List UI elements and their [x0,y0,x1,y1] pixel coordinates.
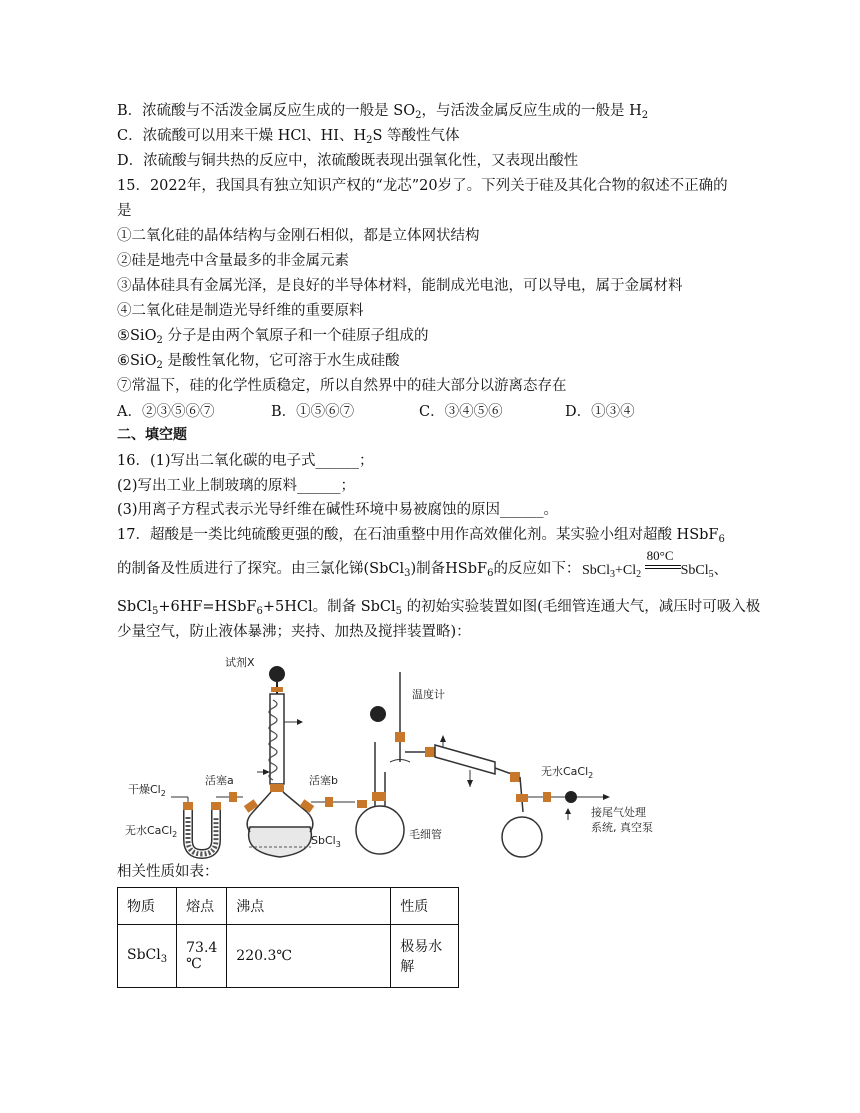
text: C．浓硫酸可以用来干燥 HCl、HI、H [117,128,367,144]
label-thermometer: 温度计 [412,688,445,701]
label-capillary: 毛细管 [409,828,442,841]
label-stopcock-b: 活塞b [309,774,338,787]
subscript: 6 [487,568,494,579]
table-header: 沸点 [227,888,391,925]
label-cacl2-right [541,764,593,780]
table-header: 熔点 [177,888,227,925]
condenser [405,735,520,787]
question-15-cont: 是 [117,203,132,219]
subscript: 2 [588,771,594,780]
question-17-cont2 [117,597,760,622]
text: 的制备及性质进行了探究。由三氯化锑(SbCl [117,561,405,577]
question-17 [117,525,725,550]
section-heading: 二、填空题 [117,427,187,443]
subscript: 2 [156,335,163,346]
eq-condition: 80°C [646,548,674,563]
text: 的初始实验装置如图(毛细管连通大气，减压时可吸入极 [402,599,761,615]
three-neck-flask [244,792,314,857]
eq-product: SbCl [680,563,709,578]
label-reagent-x: 试剂X [225,656,255,669]
table-cell-substance [118,925,177,988]
text: +5HCl。制备 SbCl [262,599,396,615]
u-tube [171,792,243,854]
reflux-condenser [257,694,303,792]
text: S 等酸性气体 [372,128,460,144]
subscript: 2 [156,360,163,371]
table-cell-melting-point [177,925,227,988]
label-cacl2-left [125,823,177,839]
text: ，与活泼金属反应生成的一般是 H [421,103,642,119]
subscript: 2 [172,830,178,839]
statement-2: ②硅是地壳中含量最多的非金属元素 [117,253,349,269]
stopcock-b [311,797,355,807]
text: SbCl [311,834,336,847]
table-cell-boiling-point: 220.3℃ [227,925,391,988]
eq-bar-top [645,565,681,566]
text: SbCl [117,599,152,615]
eq-bar-bottom [645,568,681,569]
eq-reactant-2: +Cl [615,563,637,578]
choice-a: A．②③⑤⑥⑦ [117,404,215,420]
text: )制备HSbF [410,561,488,577]
question-16-3: (3)用离子方程式表示光导纤维在碱性环境中易被腐蚀的原因______。 [117,502,559,518]
subscript: 2 [160,789,166,798]
subscript: 5 [708,569,714,580]
label-sbcl3 [311,834,341,849]
text: 的反应如下： [493,561,581,577]
table-header: 物质 [118,888,177,925]
subscript: 6 [718,534,725,545]
text: ⑤SiO [117,328,157,344]
question-16-2: (2)写出工业上制玻璃的原料______； [117,478,356,494]
text: +6HF=HSbF [158,599,257,615]
subscript: 2 [366,135,373,146]
text: 无水CaCl [125,824,173,837]
label-tail-gas-2: 系统, 真空泵 [591,821,653,834]
subscript: 3 [335,840,341,849]
eq-tail: 、 [713,563,728,578]
distillation-flask [356,672,410,854]
table-cell-property: 极易水解 [391,925,459,988]
subscript: 3 [610,569,616,580]
statement-7: ⑦常温下，硅的化学性质稳定，所以自然界中的硅大部分以游离态存在 [117,378,567,394]
label-tail-gas-1: 接尾气处理 [591,806,646,819]
choice-c: C．③④⑤⑥ [419,404,503,420]
statement-3: ③晶体硅具有金属光泽，是良好的半导体材料，能制成光电池，可以导电，属于金属材料 [117,278,683,294]
subscript: 6 [256,606,263,617]
subscript: 3 [404,568,411,579]
text: 无水CaCl [541,765,589,778]
eq-arrow [645,548,681,574]
choice-d: D．①③④ [565,404,635,420]
question-16-1: 16．(1)写出二氧化碳的电子式______； [117,453,374,469]
dropping-funnel [269,666,285,694]
text: ⑥SiO [117,353,157,369]
statement-4: ④二氧化硅是制造光导纤维的重要原料 [117,303,364,319]
table-caption: 相关性质如表： [117,864,219,880]
text: ℃ [186,956,202,972]
question-17-cont3: 少量空气，防止液体暴沸；夹持、加热及搅拌装置略)： [117,624,471,640]
choice-b: B．①⑤⑥⑦ [271,404,355,420]
subscript: 3 [160,954,168,965]
label-stopcock-a: 活塞a [205,774,234,787]
apparatus-diagram [125,652,685,862]
question-15: 15．2022年，我国具有独立知识产权的“龙芯”20岁了。下列关于硅及其化合物的叙述不正确的 [117,178,728,194]
table-header-row [118,888,459,925]
text: 17．超酸是一类比纯硫酸更强的酸，在石油重整中用作高效催化剂。某实验小组对超酸 HSbF [117,527,719,543]
text: B．浓硫酸与不活泼金属反应生成的一般是 SO [117,103,416,119]
statement-6 [117,351,399,376]
subscript: 5 [151,606,159,617]
option-c-line [117,126,460,151]
table-header: 性质 [391,888,459,925]
option-d-line: D．浓硫酸与铜共热的反应中，浓硫酸既表现出强氧化性，又表现出酸性 [117,153,579,169]
text: SbCl [127,947,161,963]
text: 分子是由两个氧原子和一个硅原子组成的 [162,328,429,344]
subscript: 5 [395,606,403,617]
label-dry-cl2 [128,782,166,798]
option-b-line [117,101,648,126]
table-row [118,925,459,988]
subscript: 2 [636,569,642,580]
reaction-equation [582,548,728,580]
text: 是酸性氧化物，它可溶于水生成硅酸 [162,353,400,369]
statement-1: ①二氧化硅的晶体结构与金刚石相似，都是立体网状结构 [117,228,480,244]
eq-reactant-1: SbCl [582,563,611,578]
subscript: 2 [641,110,649,121]
statement-5 [117,326,428,351]
text: 73.4 [186,940,218,956]
subscript: 2 [415,110,422,121]
text: 干燥Cl [128,783,161,796]
properties-table [117,887,459,988]
question-17-cont [117,559,580,584]
